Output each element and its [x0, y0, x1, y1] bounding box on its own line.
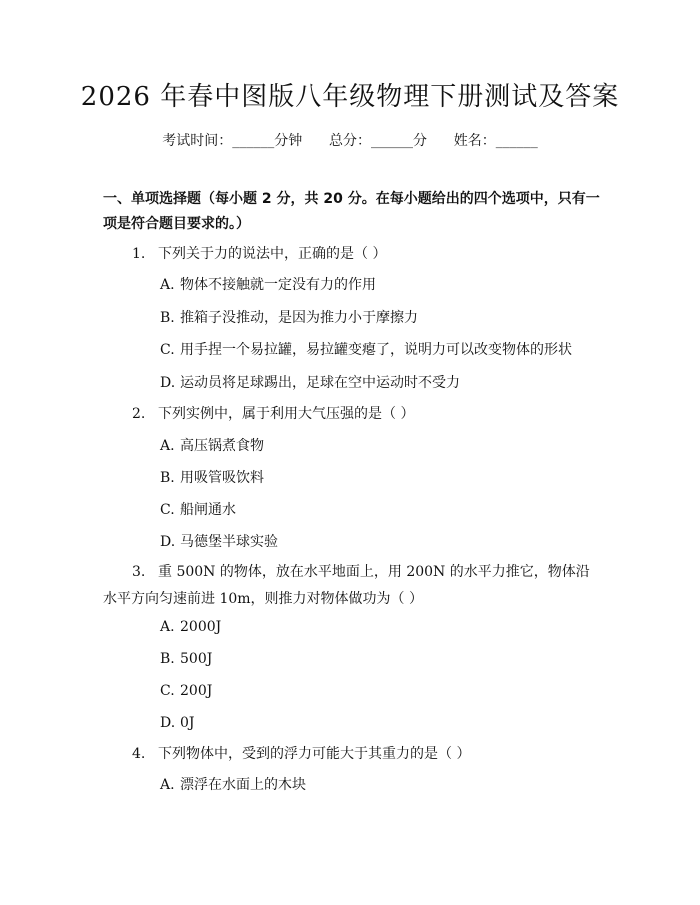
- option-letter: B.: [160, 310, 175, 326]
- option-letter: C.: [160, 502, 175, 518]
- option-text: 0J: [180, 715, 195, 731]
- question-number: 1.: [132, 246, 146, 262]
- question-text: 下列物体中，受到的浮力可能大于其重力的是（ ）: [158, 746, 471, 762]
- question-2: [132, 402, 414, 426]
- option-2c: [160, 498, 236, 522]
- option-letter: D.: [160, 375, 176, 391]
- question-4: [132, 742, 470, 766]
- option-3b: [160, 647, 212, 671]
- option-letter: C.: [160, 683, 175, 699]
- question-number: 3.: [132, 564, 146, 580]
- option-text: 用手捏一个易拉罐，易拉罐变瘪了，说明力可以改变物体的形状: [180, 342, 572, 358]
- option-letter: A.: [160, 619, 175, 635]
- option-letter: D.: [160, 534, 176, 550]
- option-text: 高压锅煮食物: [180, 438, 264, 454]
- option-text: 2000J: [180, 619, 222, 635]
- option-text: 500J: [180, 651, 213, 667]
- option-3c: [160, 679, 212, 703]
- option-text: 用吸管吸饮料: [180, 470, 264, 486]
- option-letter: A.: [160, 777, 175, 793]
- option-text: 马德堡半球实验: [180, 534, 278, 550]
- option-4a: [160, 773, 306, 797]
- question-text: 下列关于力的说法中，正确的是（ ）: [158, 246, 387, 262]
- option-text: 船闸通水: [180, 502, 236, 518]
- question-1: [132, 242, 386, 266]
- option-3a: [160, 615, 221, 639]
- option-text: 推箱子没推动，是因为推力小于摩擦力: [180, 310, 418, 326]
- option-letter: B.: [160, 470, 175, 486]
- option-1d: [160, 371, 460, 395]
- question-number: 2.: [132, 406, 146, 422]
- option-1a: [160, 273, 376, 297]
- option-2b: [160, 466, 264, 490]
- option-2d: [160, 530, 278, 554]
- option-text: 物体不接触就一定没有力的作用: [180, 277, 376, 293]
- option-text: 漂浮在水面上的木块: [180, 777, 306, 793]
- question-number: 4.: [132, 746, 146, 762]
- option-letter: A.: [160, 438, 175, 454]
- option-2a: [160, 434, 264, 458]
- option-text: 200J: [180, 683, 213, 699]
- question-text: 重 500N 的物体，放在水平地面上，用 200N 的水平力推它，物体沿水平方向匀速前进 10m，则推力对物体做功为（ ）: [103, 564, 590, 607]
- option-letter: A.: [160, 277, 175, 293]
- section-heading: 一、单项选择题（每小题 2 分，共 20 分。在每小题给出的四个选项中，只有一项是符合题目要求的。）: [103, 191, 600, 232]
- option-1c: [160, 338, 572, 362]
- question-text: 下列实例中，属于利用大气压强的是（ ）: [158, 406, 415, 422]
- option-letter: C.: [160, 342, 175, 358]
- option-3d: [160, 711, 195, 735]
- exam-info-line: 考试时间：______分钟 总分：______分 姓名：______: [162, 133, 538, 149]
- question-3: [103, 559, 603, 613]
- option-1b: [160, 306, 418, 330]
- page-title: 2026 年春中图版八年级物理下册测试及答案: [80, 82, 620, 112]
- option-letter: D.: [160, 715, 176, 731]
- option-letter: B.: [160, 651, 175, 667]
- option-text: 运动员将足球踢出，足球在空中运动时不受力: [180, 375, 460, 391]
